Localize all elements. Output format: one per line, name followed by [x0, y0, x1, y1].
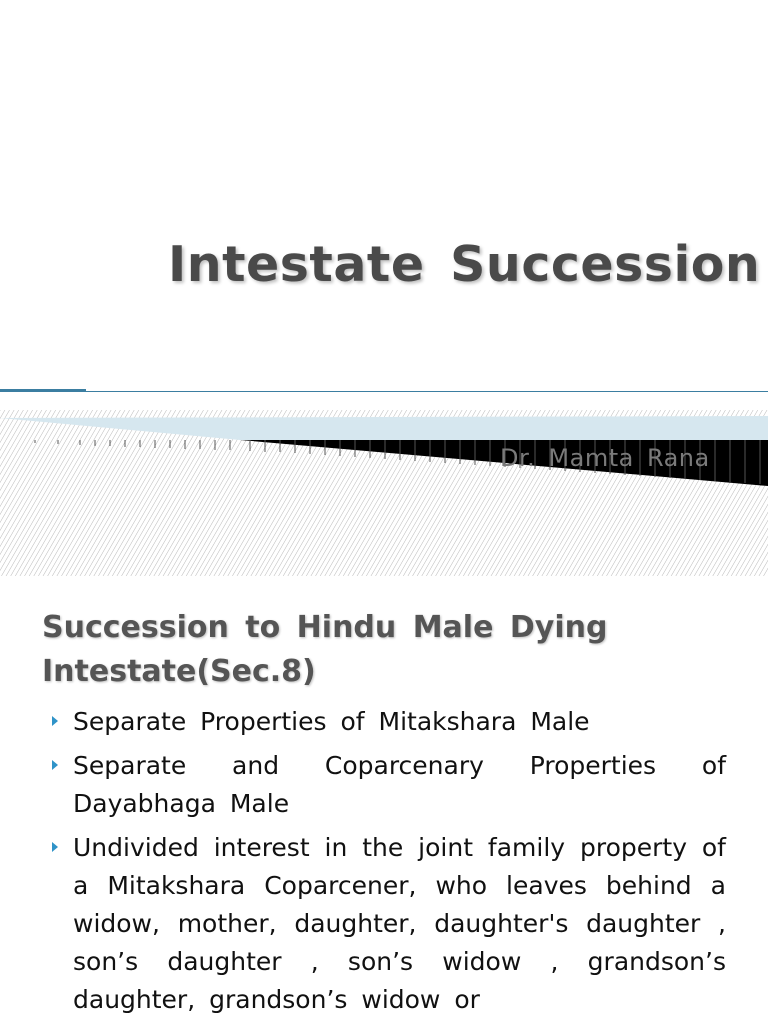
bullet-text: Separate and Coparcenary Properties of Dayabhaga Male [73, 751, 726, 818]
decorative-hatched-band [0, 410, 768, 576]
content-slide [0, 576, 768, 1024]
bullet-item [0, 703, 768, 741]
bullet-item [0, 747, 768, 823]
right-triangle-icon [52, 760, 58, 770]
slide-subtitle-author: Dr. Mamta Rana [500, 444, 710, 472]
title-divider-line [0, 391, 768, 392]
bullet-item [0, 829, 768, 1019]
content-slide-title: Succession to Hindu Male Dying Intestate(Sec.8) [42, 610, 608, 689]
right-triangle-icon [52, 716, 58, 726]
bullet-text: Undivided interest in the joint family property of a Mitakshara Coparcener, who leaves behind a widow, mother, daughter, daughter's daughter , son’s daughter , son’s widow , grandson’s daughter, grandson’s widow or [73, 833, 726, 1014]
right-triangle-icon [52, 842, 58, 852]
bullet-list [0, 703, 768, 1019]
slide-title: Intestate Succession [168, 236, 761, 293]
bullet-text: Separate Properties of Mitakshara Male [73, 707, 590, 736]
